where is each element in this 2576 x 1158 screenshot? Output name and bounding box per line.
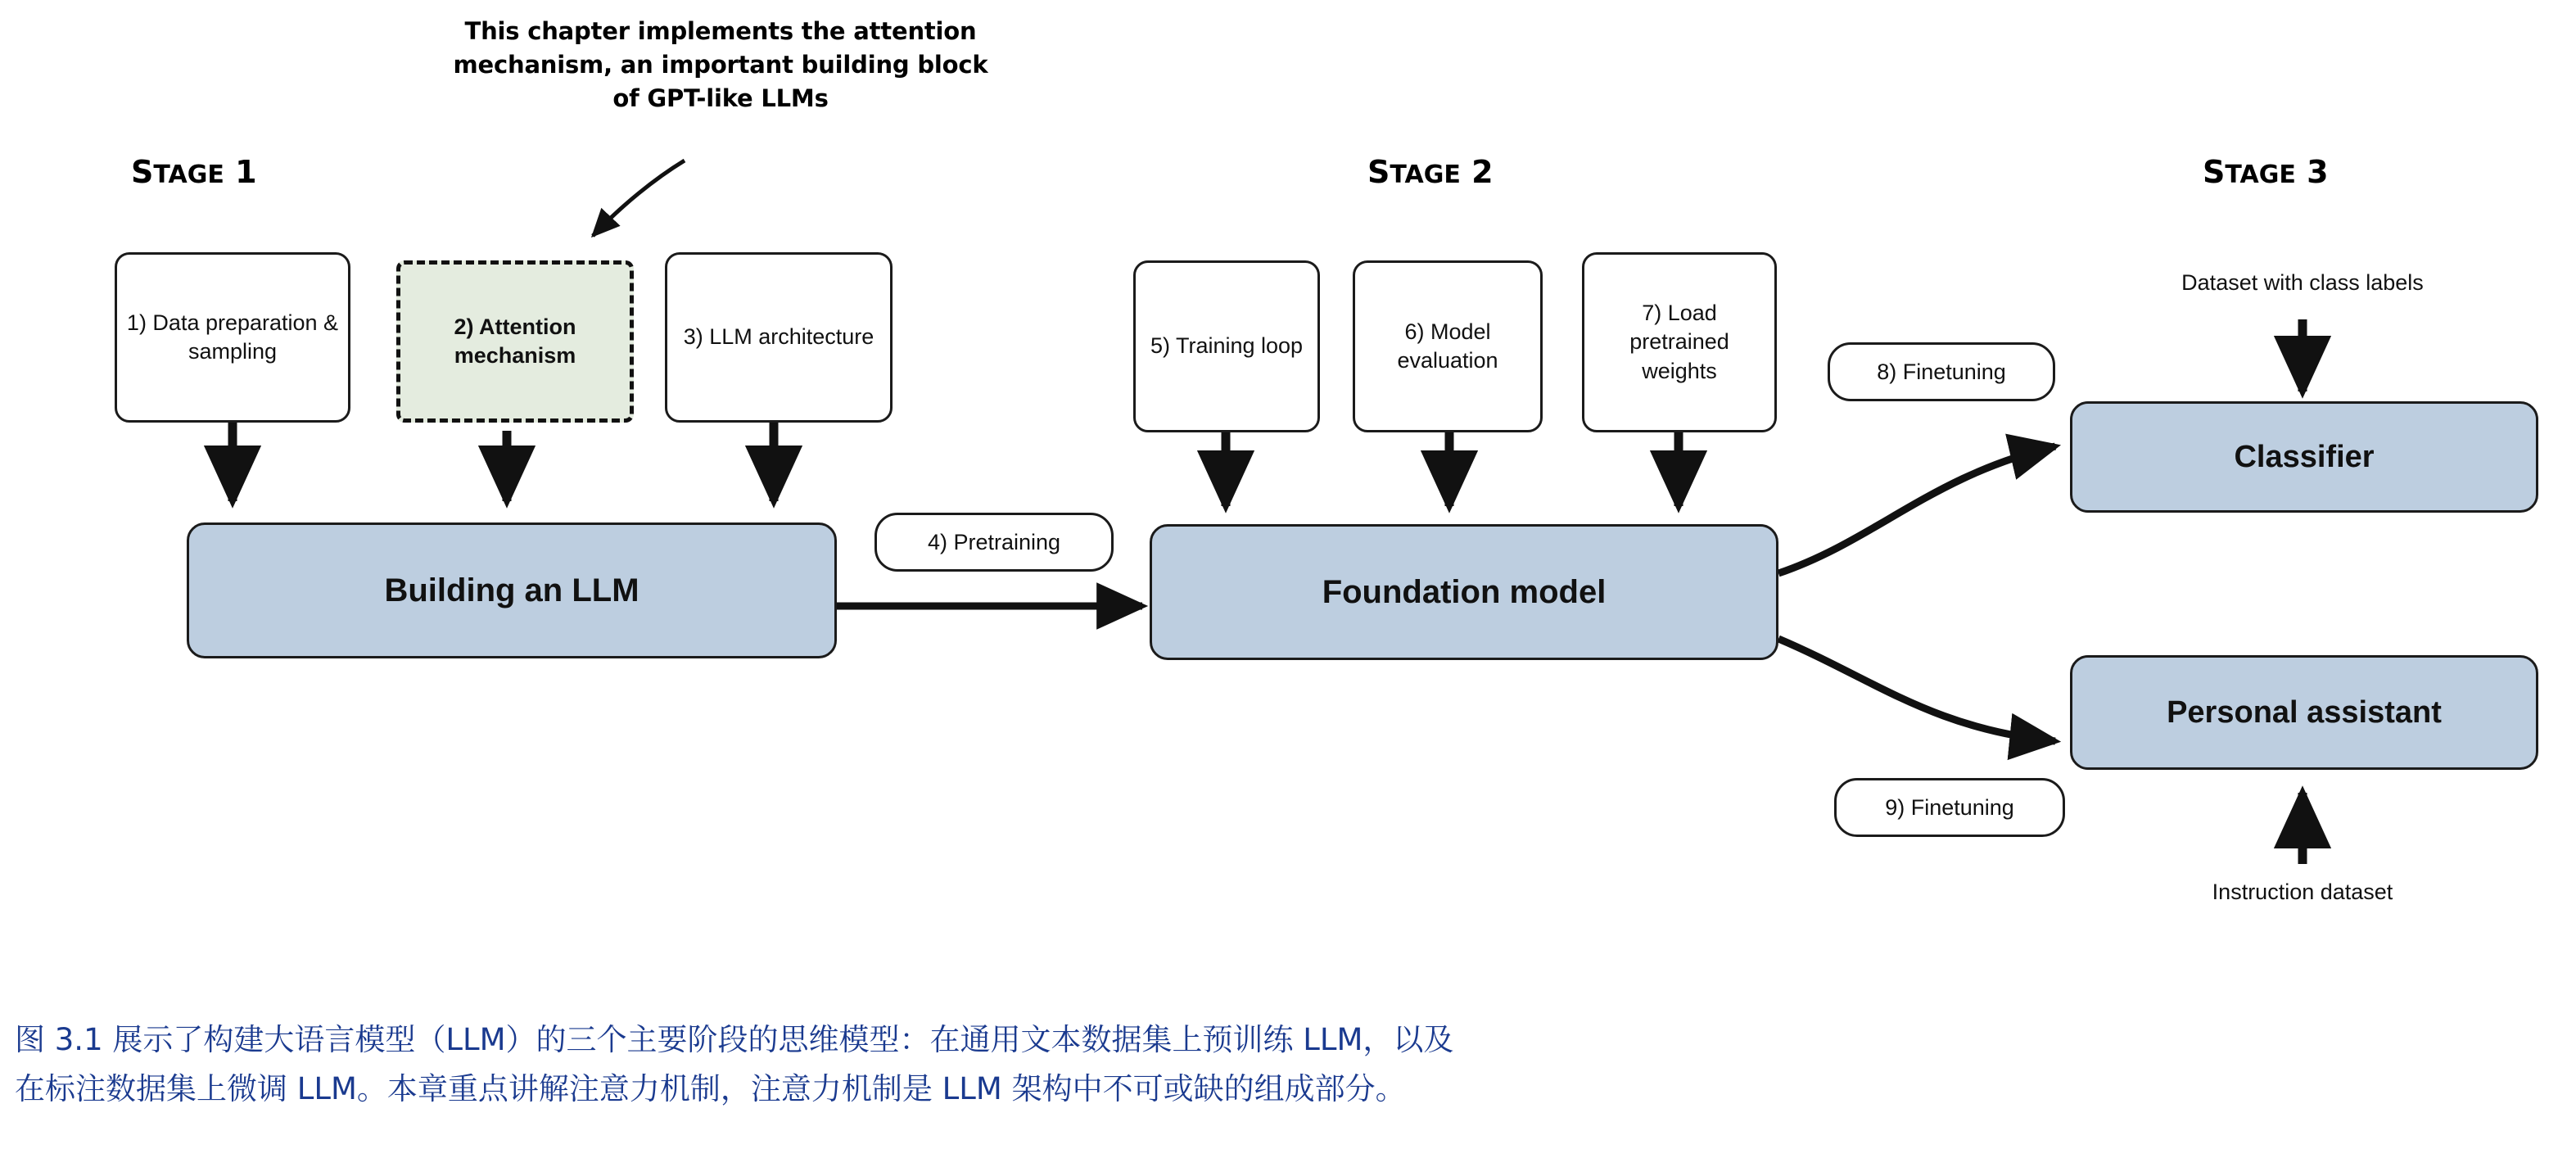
stage1-box-data-preparation-label: 1) Data preparation & sampling (126, 310, 339, 364)
stage-2-title (1367, 154, 1494, 190)
stage-2-title-prefix: S (1367, 154, 1390, 190)
stage1-box-attention-mechanism-label: 2) Attention mechanism (454, 314, 576, 368)
figure-caption-line-1: 图 3.1 展示了构建大语言模型（LLM）的三个主要阶段的思维模型：在通用文本数据集上预训练 LLM，以及 (15, 1022, 1454, 1057)
stage2-box-load-pretrained-weights[interactable] (1582, 252, 1777, 432)
stage2-box-model-evaluation-label: 6) Model evaluation (1397, 319, 1498, 373)
stage-1-title (131, 154, 257, 190)
chapter-callout (442, 15, 999, 116)
stage-1-title-rest: TAGE (153, 161, 224, 189)
stage-3-title (2203, 154, 2329, 190)
dataset-with-class-labels-text: Dataset with class labels (2181, 270, 2424, 295)
building-an-llm-box[interactable] (187, 522, 837, 658)
chapter-callout-text: This chapter implements the attention mechanism, an important building block of GPT-like LLMs (453, 17, 988, 113)
stage2-box-training-loop-label: 5) Training loop (1150, 333, 1304, 359)
stage1-box-llm-architecture-label: 3) LLM architecture (683, 324, 874, 350)
instruction-dataset-label (2106, 880, 2499, 905)
personal-assistant-box[interactable] (2070, 655, 2538, 770)
finetuning-8-label: 8) Finetuning (1877, 359, 2006, 384)
personal-assistant-label: Personal assistant (2167, 694, 2442, 730)
classifier-label: Classifier (2234, 439, 2375, 474)
building-an-llm-label: Building an LLM (384, 572, 639, 608)
classifier-box[interactable] (2070, 401, 2538, 513)
stage-1-title-num: 1 (224, 154, 257, 190)
stage2-box-model-evaluation[interactable] (1353, 260, 1543, 432)
stage1-box-attention-mechanism[interactable] (396, 260, 634, 423)
instruction-dataset-text: Instruction dataset (2212, 880, 2393, 904)
foundation-model-box[interactable] (1150, 524, 1778, 660)
finetuning-8-pill[interactable] (1828, 342, 2055, 401)
stage1-box-llm-architecture[interactable] (665, 252, 893, 423)
stage-3-title-prefix: S (2203, 154, 2226, 190)
finetuning-9-label: 9) Finetuning (1885, 794, 2014, 820)
stage1-box-data-preparation[interactable] (115, 252, 350, 423)
figure-caption-line-2: 在标注数据集上微调 LLM。本章重点讲解注意力机制，注意力机制是 LLM 架构中不可或缺的组成部分。 (15, 1070, 1406, 1106)
foundation-model-label: Foundation model (1322, 573, 1607, 610)
stage-2-title-rest: TAGE (1390, 161, 1461, 189)
pretraining-pill-label: 4) Pretraining (927, 529, 1061, 554)
stage2-box-training-loop[interactable] (1133, 260, 1320, 432)
finetuning-9-pill[interactable] (1834, 778, 2065, 837)
figure-caption (15, 1016, 2553, 1114)
stage-3-title-num: 3 (2295, 154, 2329, 190)
stage-2-title-num: 2 (1460, 154, 1494, 190)
stage2-box-load-pretrained-weights-label: 7) Load pretrained weights (1629, 301, 1729, 383)
dataset-with-class-labels-label (2106, 270, 2499, 296)
stage-1-title-prefix: S (131, 154, 154, 190)
pretraining-pill[interactable] (874, 513, 1114, 572)
stage-3-title-rest: TAGE (2225, 161, 2296, 189)
